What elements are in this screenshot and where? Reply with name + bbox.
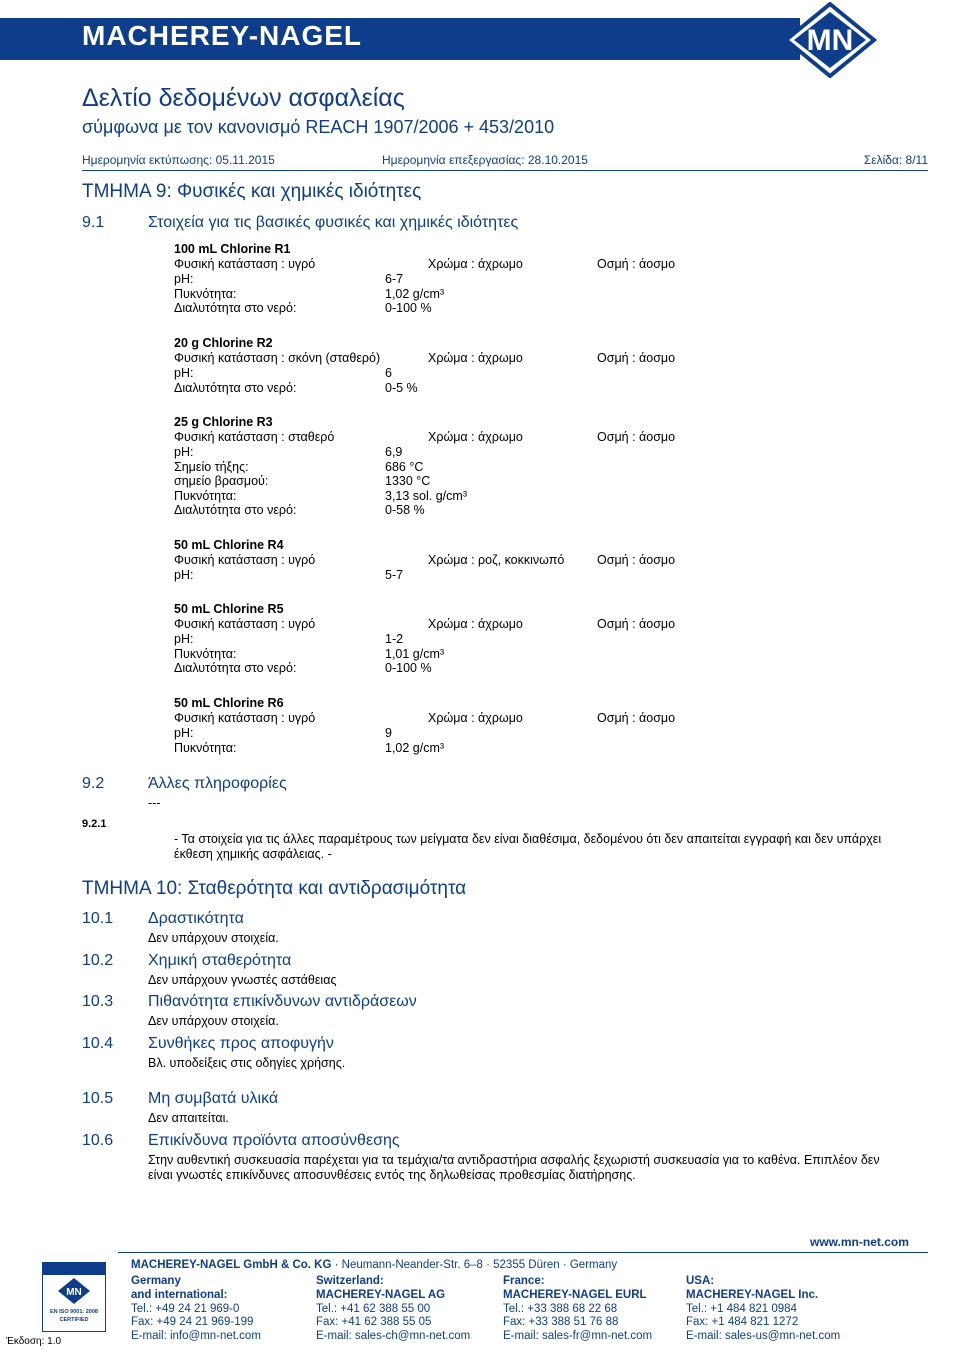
property-label: Διαλυτότητα στο νερό: [174,380,297,395]
subsection-num: 10.1 [82,910,114,927]
subsection-text: Στην αυθεντική συσκευασία παρέχεται για τα τεμάχια/τα αντιδραστήρια ασφαλής ξεχωριστή συσκευασία για το καθένα. Επιπλέον δεν [148,1153,880,1167]
property-label: Διαλυτότητα στο νερό: [174,301,297,316]
product-odor: Οσμή : άοσμο [597,711,676,725]
contact-line: Germany [131,1275,181,1287]
property-label: pH: [174,726,194,740]
section9-2-title: Άλλες πληροφορίες [148,775,287,792]
section9-2-num: 9.2 [82,775,105,792]
property-label: pH: [174,632,194,646]
contact-line: Fax: +41 62 388 55 05 [316,1316,432,1329]
subsection-text: Δεν υπάρχουν στοιχεία. [148,1014,279,1028]
website: www.mn-net.com [810,1235,909,1249]
property-value: 6-7 [385,272,404,286]
product-odor: Οσμή : άοσμο [597,553,676,567]
property-label: Πυκνότητα: [174,646,237,661]
contact-line: E-mail: sales-us@mn-net.com [686,1330,841,1343]
print-date: Ημερομηνία εκτύπωσης: 05.11.2015 [82,153,275,167]
product-color: Χρώμα : άχρωμο [428,711,523,725]
subsection-title: Επικίνδυνα προϊόντα αποσύνθεσης [148,1132,400,1149]
section9-2-text: --- [148,796,161,810]
product-state: Φυσική κατάσταση : υγρό [174,711,316,725]
document-title: Δελτίο δεδομένων ασφαλείας [82,84,405,112]
brand-name: MACHEREY-NAGEL [82,20,363,51]
subsection-text2: είναι γνωστές επικίνδυνες αποσυνθέσεις εντός της δηλωθείσας προθεσμίας διατήρησης. [148,1168,636,1182]
product-name: 25 g Chlorine R3 [174,415,273,429]
product-odor: Οσμή : άοσμο [597,257,676,271]
header [0,0,960,80]
contact-line: Switzerland: [316,1275,384,1287]
subsection-title: Συνθήκες προς αποφυγήν [148,1035,334,1052]
product-name: 100 mL Chlorine R1 [174,242,291,256]
property-value: 6 [385,366,392,380]
product-odor: Οσμή : άοσμο [597,351,676,365]
subsection-title: Δραστικότητα [148,910,244,927]
product-name: 50 mL Chlorine R6 [174,696,284,710]
contact-line: Fax: +49 24 21 969-199 [131,1316,254,1329]
property-value: 6,9 [385,445,403,459]
product-state: Φυσική κατάσταση : υγρό [174,617,316,631]
subsection-text: Δεν υπάρχουν γνωστές αστάθειας [148,973,337,987]
product-name: 50 mL Chlorine R4 [174,538,284,552]
property-label: pH: [174,272,194,286]
company-name: MACHEREY-NAGEL GmbH & Co. KG [131,1259,332,1271]
contact-line: Tel.: +33 388 68 22 68 [503,1302,618,1315]
contact-line: E-mail: sales-ch@mn-net.com [316,1330,471,1343]
company-address: · Neumann-Neander-Str. 6–8 · 52355 Düren · Germany [331,1259,618,1271]
subsection-title: Χημική σταθερότητα [148,952,292,969]
contact-line: MACHEREY-NAGEL EURL [503,1288,647,1301]
product-color: Χρώμα : άχρωμο [428,257,523,271]
property-label: pH: [174,445,194,459]
contact-line: USA: [686,1275,715,1287]
property-value: 5-7 [385,568,404,582]
product-state: Φυσική κατάσταση : σκόνη (σταθερό) [174,351,381,365]
property-label: Πυκνότητα: [174,740,237,755]
section9-1-title: Στοιχεία για τις βασικές φυσικές και χημικές ιδιότητες [148,214,519,231]
property-label: pH: [174,366,194,380]
section9-1-num: 9.1 [82,214,105,231]
property-value: 3,13 sol. g/cm³ [385,488,467,503]
contact-line: Fax: +33 388 51 76 88 [503,1316,619,1329]
contact-line: Tel.: +1 484 821 0984 [686,1302,797,1315]
subsection-text: Δεν απαιτείται. [148,1111,229,1125]
contact-line: Tel.: +49 24 21 969-0 [131,1302,240,1315]
mn-logo-icon [782,2,878,78]
svg-text:MN: MN [66,1287,82,1298]
property-label: Διαλυτότητα στο νερό: [174,503,297,518]
subsection-num: 10.6 [82,1132,114,1149]
contact-line: Fax: +1 484 821 1272 [686,1316,799,1329]
logo-text: MN [806,24,854,57]
contact-line: and international: [131,1288,228,1301]
section10-title: ΤΜΗΜΑ 10: Σταθερότητα και αντιδρασιμότητα [82,878,467,899]
subsection-text: Δεν υπάρχουν στοιχεία. [148,931,279,945]
product-odor: Οσμή : άοσμο [597,617,676,631]
date-line [82,152,928,171]
property-label: σημείο βρασμού: [174,474,269,489]
property-value: 1-2 [385,632,404,646]
property-label: pH: [174,568,194,582]
product-odor: Οσμή : άοσμο [597,430,676,444]
property-value: 0-100 % [385,661,432,676]
subsection-num: 10.2 [82,952,114,969]
section9-2-1-text2: έκθεση χημικής ασφάλειας. - [174,847,332,861]
cert-line2: CERTIFIED [59,1317,89,1323]
cert-band [43,1263,105,1275]
property-value: 1,02 g/cm³ [385,740,445,755]
subsection-num: 10.3 [82,993,114,1010]
property-value: 1330 °C [385,474,431,489]
property-value: 0-58 % [385,503,425,518]
property-value: 0-100 % [385,301,432,316]
property-label: Σημείο τήξης: [174,459,249,474]
page-number: Σελίδα: 8/11 [863,153,928,167]
edition: Έκδοση: 1.0 [6,1336,62,1347]
property-label: Διαλυτότητα στο νερό: [174,661,297,676]
edit-date: Ημερομηνία επεξεργασίας: 28.10.2015 [382,153,588,167]
product-state: Φυσική κατάσταση : σταθερό [174,430,335,444]
product-color: Χρώμα : άχρωμο [428,351,523,365]
footer-company [131,1259,617,1271]
product-name: 50 mL Chlorine R5 [174,602,284,616]
subsection-title: Μη συμβατά υλικά [148,1090,279,1107]
property-label: Πυκνότητα: [174,488,237,503]
contact-line: France: [503,1275,545,1287]
cert-logo-icon [57,1277,91,1305]
section9-title: ΤΜΗΜΑ 9: Φυσικές και χημικές ιδιότητες [82,181,422,202]
contact-line: E-mail: sales-fr@mn-net.com [503,1330,653,1343]
property-value: 1,02 g/cm³ [385,286,445,301]
property-value: 0-5 % [385,380,418,395]
property-value: 9 [385,726,392,740]
contact-line: MACHEREY-NAGEL AG [316,1288,446,1301]
contact-line: MACHEREY-NAGEL Inc. [686,1288,819,1301]
property-label: Πυκνότητα: [174,286,237,301]
property-value: 686 °C [385,459,424,474]
section9-2-1-text: - Τα στοιχεία για τις άλλες παραμέτρους των μείγματα δεν είναι διαθέσιμα, δεδομένου ότι δεν απαιτείται εγγραφή και δεν υπάρχει [174,832,882,846]
product-state: Φυσική κατάσταση : υγρό [174,257,316,271]
contact-line: Tel.: +41 62 388 55 00 [316,1302,431,1315]
product-state: Φυσική κατάσταση : υγρό [174,553,316,567]
contact-line: E-mail: info@mn-net.com [131,1330,261,1343]
product-name: 20 g Chlorine R2 [174,336,273,350]
section9-2-1-num: 9.2.1 [82,818,107,830]
product-color: Χρώμα : άχρωμο [428,430,523,444]
subsection-text: Βλ. υποδείξεις στις οδηγίες χρήσης. [148,1056,346,1070]
product-color: Χρώμα : άχρωμο [428,617,523,631]
subsection-num: 10.5 [82,1090,114,1107]
cert-line1: EN ISO 9001: 2008 [49,1309,98,1315]
product-color: Χρώμα : ροζ, κοκκινωπό [428,553,565,567]
property-value: 1,01 g/cm³ [385,646,445,661]
subsection-title: Πιθανότητα επικίνδυνων αντιδράσεων [148,993,417,1010]
subsection-num: 10.4 [82,1035,114,1052]
document-subtitle: σύμφωνα με τον κανονισμό REACH 1907/2006 + 453/2010 [82,117,555,137]
footer-divider [118,1252,928,1253]
iso-certificate [42,1262,106,1332]
